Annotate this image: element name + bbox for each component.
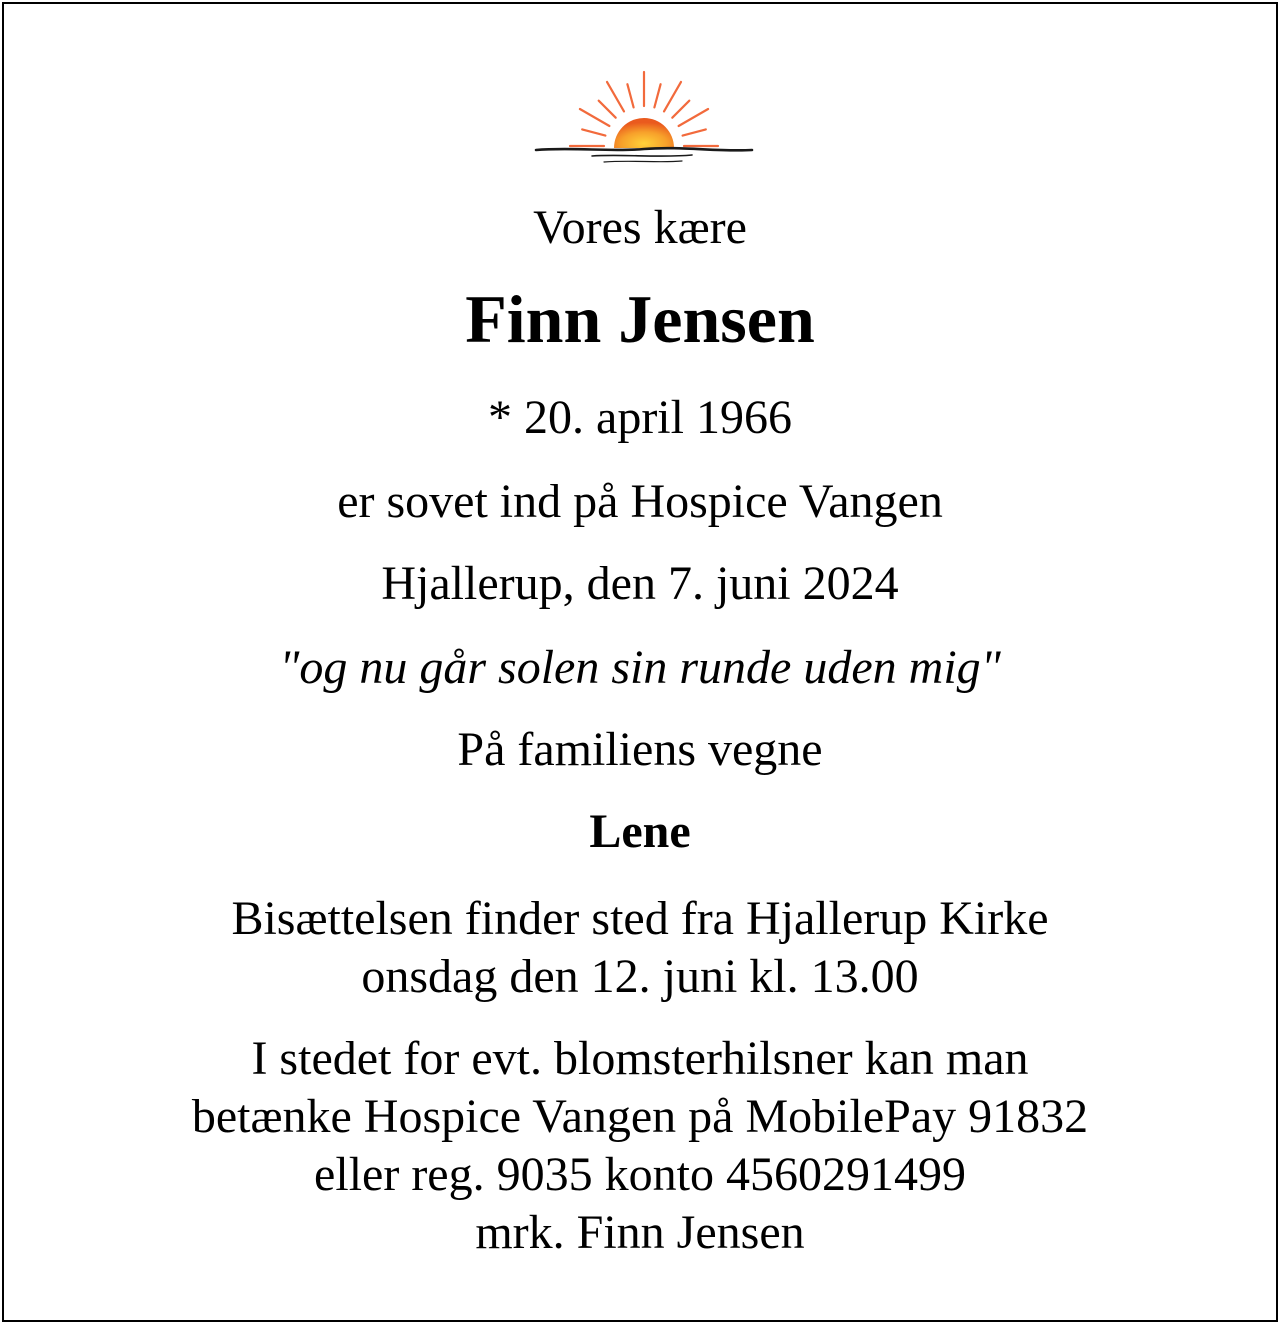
obituary-notice xyxy=(2,2,1278,1322)
funeral-line: Bisættelsen finder sted fra Hjallerup Kirke xyxy=(231,892,1049,945)
behalf-text: På familiens vegne xyxy=(457,723,823,776)
donation-line: eller reg. 9035 konto 4560291499 xyxy=(314,1148,966,1201)
sunset-over-water-icon xyxy=(532,66,756,170)
donation-line: mrk. Finn Jensen xyxy=(475,1206,805,1259)
intro-text: Vores kære xyxy=(533,201,747,254)
birth-date: * 20. april 1966 xyxy=(488,391,792,444)
passing-text: er sovet ind på Hospice Vangen xyxy=(337,475,943,528)
donation-line: betænke Hospice Vangen på MobilePay 91832 xyxy=(191,1090,1089,1143)
place-date: Hjallerup, den 7. juni 2024 xyxy=(381,557,899,610)
deceased-name: Finn Jensen xyxy=(465,281,815,357)
funeral-line: onsdag den 12. juni kl. 13.00 xyxy=(361,950,919,1003)
quote-text: "og nu går solen sin runde uden mig" xyxy=(279,641,1001,694)
donation-line: I stedet for evt. blomsterhilsner kan man xyxy=(251,1032,1029,1085)
funeral-info xyxy=(4,890,1276,1006)
donation-info xyxy=(4,1030,1276,1262)
signer-name: Lene xyxy=(589,805,691,858)
